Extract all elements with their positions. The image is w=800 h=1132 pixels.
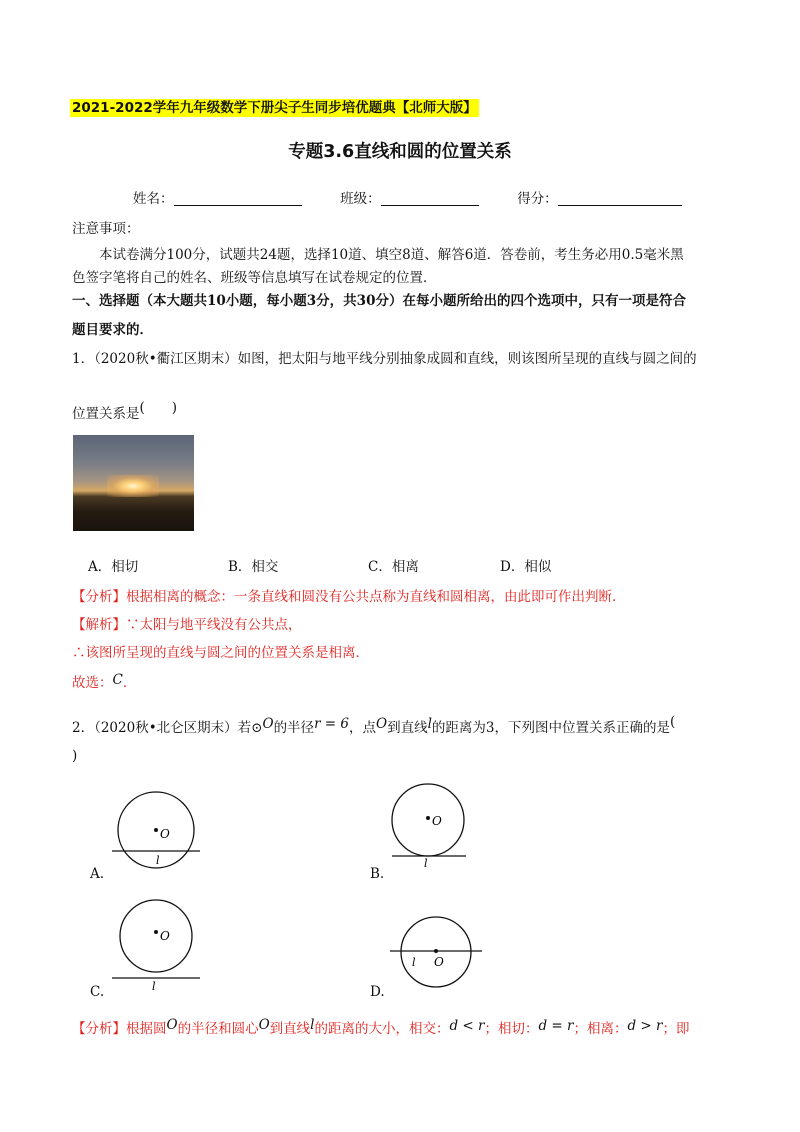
q1-solution-line-1: 【解析】∵太阳与地平线没有公共点， (72, 617, 302, 633)
center-label: O (432, 814, 442, 828)
score-field[interactable] (558, 191, 682, 206)
q2-stem-line-1: 2．（2020秋•北仑区期末）若⊙O的半径r = 6，点O到直线l的距离为3，下列图中位置关系正确的是( (72, 714, 676, 736)
q2-option-c-label[interactable]: C. (90, 984, 105, 1000)
class-label: 班级： (340, 191, 381, 207)
sunset-photo (73, 435, 194, 531)
q2-figure-c[interactable] (108, 892, 208, 992)
q1-option-c[interactable]: C．相离 (368, 559, 419, 575)
section-heading-2: 题目要求的． (72, 322, 153, 338)
q2-paren-close: ) (72, 748, 78, 764)
q1-option-b[interactable]: B．相交 (228, 559, 279, 575)
q2-analysis: 【分析】根据圆O的半径和圆心O到直线l的距离的大小，相交：d < r；相切：d = r；相离：d > r；即 (72, 1017, 690, 1037)
center-label: O (160, 929, 170, 943)
name-label: 姓名： (133, 191, 174, 207)
q2-figure-a[interactable] (100, 786, 210, 876)
q2-option-d-label[interactable]: D. (370, 984, 385, 1000)
q1-stem-line-1: 1．（2020秋•衢江区期末）如图，把太阳与地平线分别抽象成圆和直线，则该图所呈现的直线与圆之间的 (72, 351, 697, 367)
page-title: 专题3.6直线和圆的位置关系 (288, 142, 512, 162)
header-banner: 2021-2022学年九年级数学下册尖子生同步培优题典【北师大版】 (72, 100, 477, 116)
line-label: l (424, 857, 428, 868)
score-label: 得分： (517, 191, 558, 207)
q1-option-d[interactable]: D．相似 (500, 559, 552, 575)
center-label: O (434, 955, 444, 969)
center-label: O (160, 827, 170, 841)
line-label: l (156, 854, 160, 867)
line-label: l (412, 956, 416, 969)
line-label: l (152, 980, 156, 992)
q2-figure-b[interactable] (380, 778, 480, 868)
center-dot (154, 828, 158, 832)
info-line (133, 187, 682, 207)
class-field[interactable] (381, 191, 479, 206)
q1-option-a[interactable]: A．相切 (88, 559, 139, 575)
circle (120, 900, 192, 972)
sun-glow (107, 475, 159, 497)
notes-heading: 注意事项： (72, 221, 140, 237)
section-heading-1: 一、选择题（本大题共10小题，每小题3分，共30分）在每小题所给出的四个选项中，只有一项是符合 (72, 293, 686, 309)
q2-option-a-label[interactable]: A. (90, 866, 105, 882)
q1-stem-line-2: 位置关系是( ) (72, 400, 178, 422)
notes-line-2: 色签字笔将自己的姓名、班级等信息填写在试卷规定的位置． (72, 270, 437, 286)
name-field[interactable] (174, 191, 302, 206)
q1-analysis: 【分析】根据相离的概念：一条直线和圆没有公共点称为直线和圆相离，由此即可作出判断． (72, 589, 626, 605)
center-dot (434, 949, 438, 953)
center-dot (426, 816, 430, 820)
q2-figure-d[interactable] (390, 912, 490, 992)
q1-solution-line-2: ∴该图所呈现的直线与圆之间的位置关系是相离． (72, 645, 369, 661)
center-dot (154, 930, 158, 934)
notes-line-1: 本试卷满分100分，试题共24题，选择10道、填空8道、解答6道．答卷前，考生务必用0.5毫米黑 (99, 247, 684, 263)
q2-option-b-label[interactable]: B. (370, 866, 385, 882)
q1-answer: 故选：C． (72, 672, 137, 691)
